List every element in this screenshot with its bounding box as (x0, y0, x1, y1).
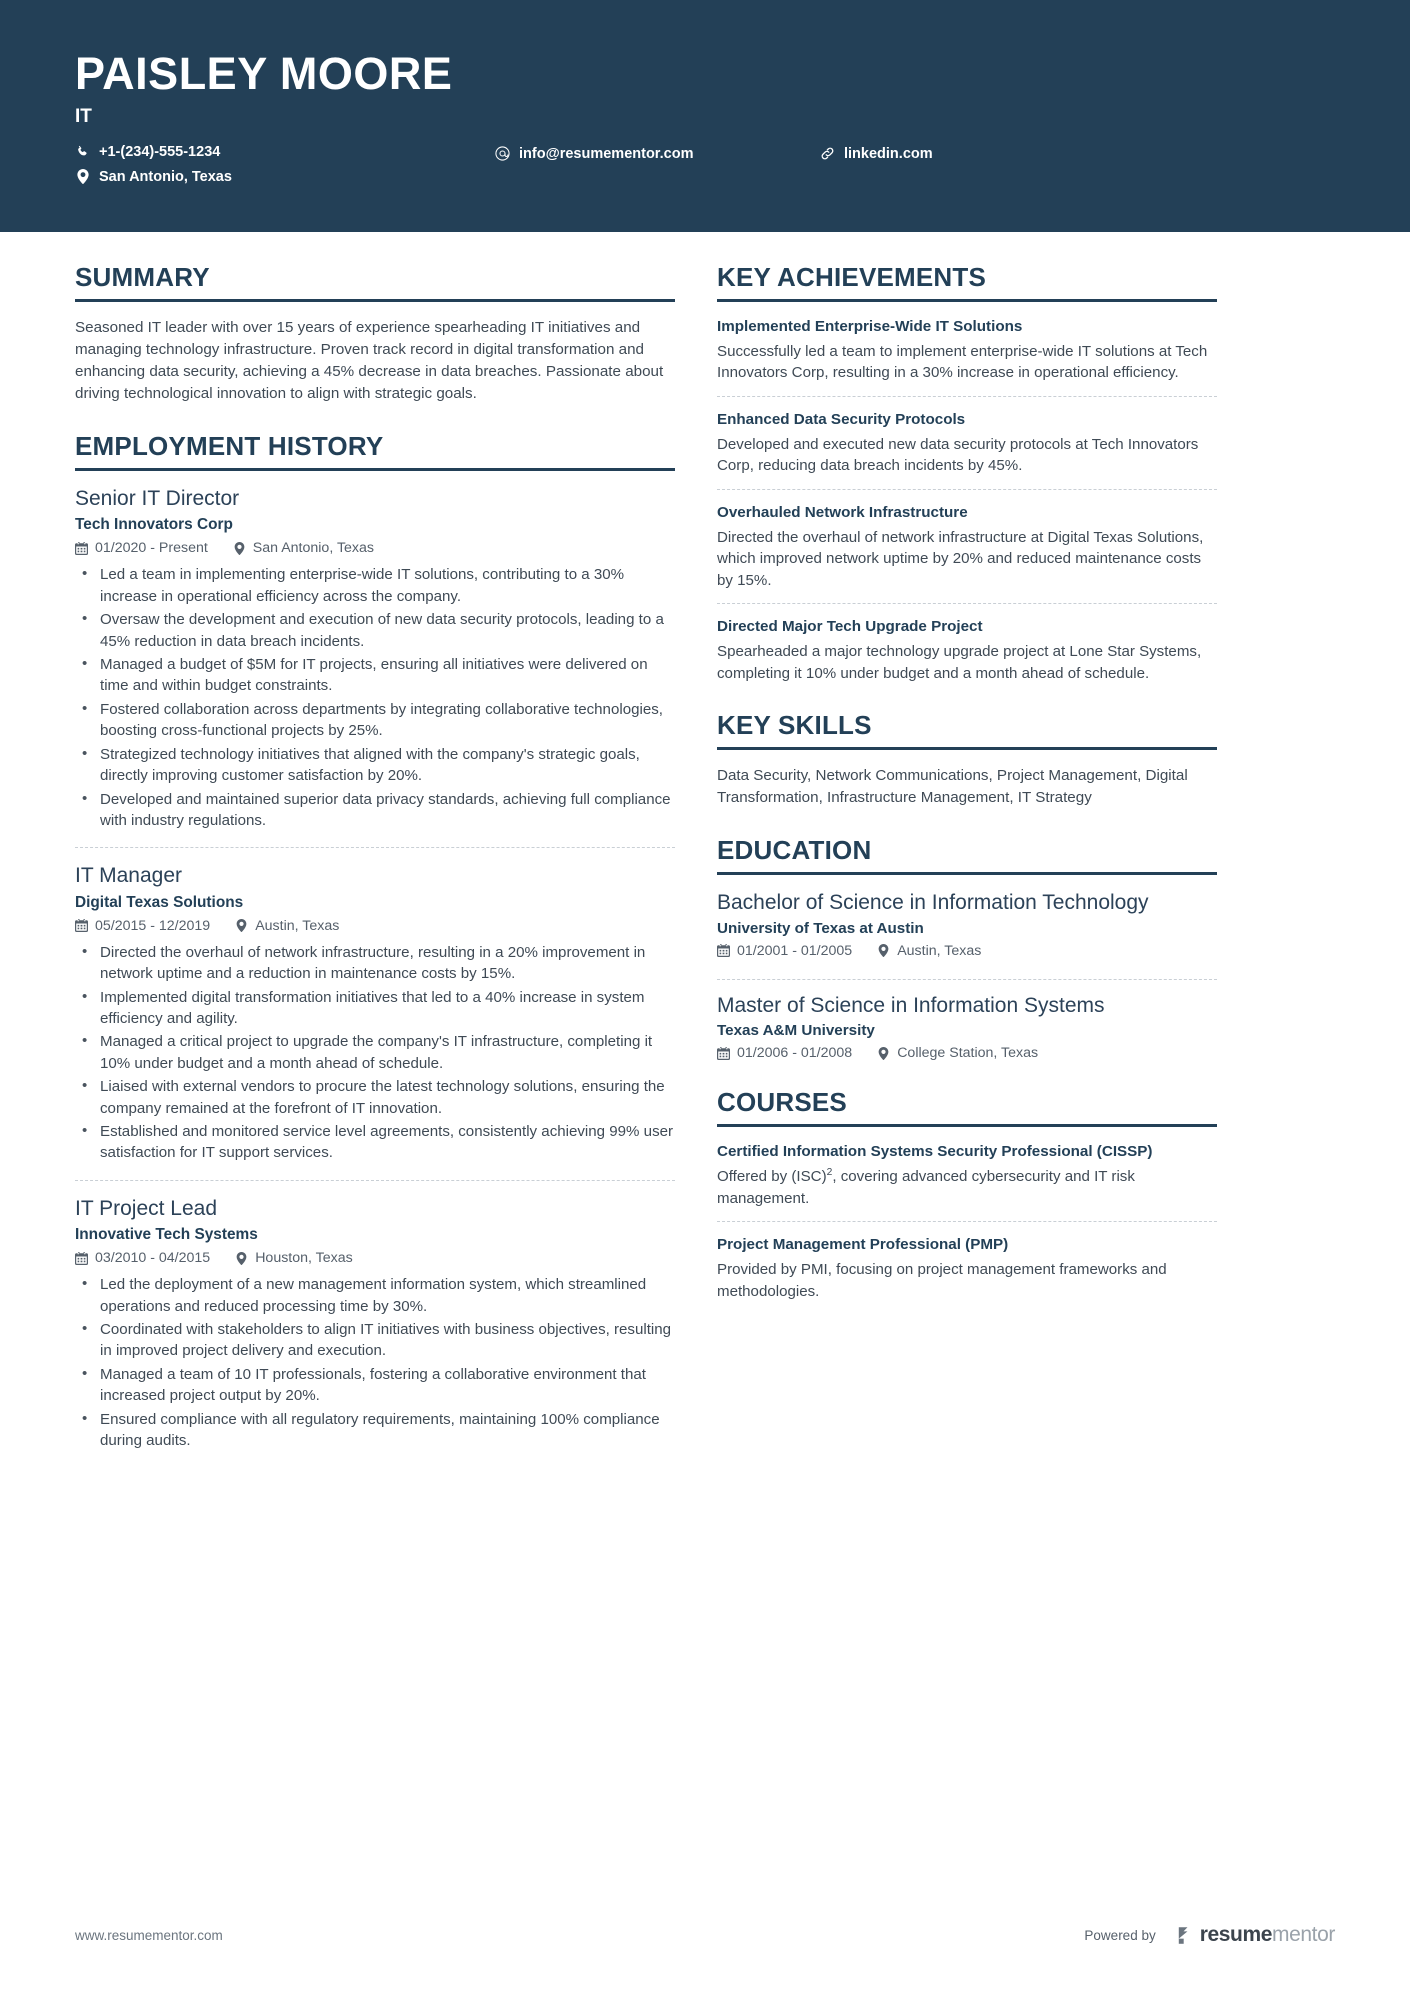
achievement-desc: Developed and executed new data security protocols at Tech Innovators Corp, reducing data breach incidents by 45%. (717, 435, 1199, 475)
job-location-text: San Antonio, Texas (252, 540, 375, 557)
job-location (233, 540, 374, 556)
job-bullets (75, 942, 675, 1164)
job-bullet: • Liaised with external vendors to procure the latest technology solutions, ensuring the company remained at the forefront of IT innovation. (75, 1076, 675, 1119)
resume-header (0, 0, 1410, 232)
job-dates-text: 01/2020 - Present (95, 540, 208, 557)
job-location-text: Austin, Texas (255, 917, 340, 934)
resume-footer (0, 1923, 1410, 1995)
job-bullet: • Established and monitored service level agreements, consistently achieving 99% user satisfaction for IT support services. (75, 1121, 675, 1164)
section-skills (717, 710, 1217, 809)
calendar-icon (717, 944, 730, 957)
resumementor-mark-icon (1178, 1928, 1193, 1943)
job-meta (75, 918, 675, 934)
job-dates (75, 918, 210, 934)
map-pin-icon (75, 169, 90, 184)
job-location-text: Houston, Texas (255, 1250, 353, 1267)
job-entry (75, 1196, 675, 1452)
job-bullet: • Coordinated with stakeholders to align IT initiatives with business objectives, resulting in improved project delivery and execution. (75, 1319, 675, 1362)
achievement-item (717, 317, 1217, 397)
job-company: Innovative Tech Systems (75, 1226, 258, 1244)
map-pin-icon (235, 1252, 248, 1265)
job-bullets (75, 1274, 675, 1451)
achievement-desc: Spearheaded a major technology upgrade project at Lone Star Systems, completing it 10% under budget and a month ahead of schedule. (717, 643, 1202, 682)
map-pin-icon (877, 944, 890, 957)
job-bullet: • Developed and maintained superior data privacy standards, achieving full compliance with industry regulations. (75, 789, 675, 832)
education-location-text: College Station, Texas (897, 1045, 1039, 1062)
job-bullet: • Fostered collaboration across departments by integrating collaborative technologies, boosting cross-functional projects by 25%. (75, 699, 675, 742)
section-achievements (717, 262, 1217, 684)
candidate-name: PAISLEY MOORE (75, 48, 453, 99)
course-desc-pre: Provided by PMI, focusing on project management frameworks and methodologies. (717, 1261, 1167, 1300)
course-desc-pre: Offered by (ISC) (717, 1168, 827, 1186)
education-dates-text: 01/2006 - 01/2008 (737, 1045, 853, 1062)
job-dates-text: 05/2015 - 12/2019 (95, 917, 211, 934)
employment-heading: EMPLOYMENT HISTORY (75, 431, 675, 471)
job-bullet: • Directed the overhaul of network infrastructure, resulting in a 20% improvement in network uptime and a reduction in maintenance costs by 15%. (75, 942, 675, 985)
course-desc (717, 1166, 1217, 1209)
resume-body (0, 232, 1410, 1478)
education-meta (717, 943, 1217, 959)
resumementor-logo (1178, 1923, 1335, 1947)
right-column (717, 232, 1217, 1478)
job-bullet: • Led a team in implementing enterprise-wide IT solutions, contributing to a 30% increase in operational efficiency across the company. (75, 564, 675, 607)
job-location (235, 1250, 353, 1266)
candidate-job-title: IT (75, 106, 92, 128)
achievement-item (717, 617, 1217, 684)
contact-group-left (75, 144, 232, 194)
education-meta (717, 1045, 1217, 1061)
section-employment (75, 431, 675, 1451)
skills-text: Data Security, Network Communications, Project Management, Digital Transformation, Infrastructure Management, IT Strategy (717, 767, 1188, 807)
map-pin-icon (877, 1047, 890, 1060)
achievement-title: Enhanced Data Security Protocols (717, 410, 966, 428)
course-item (717, 1235, 1217, 1302)
job-bullet: • Managed a team of 10 IT professionals, fostering a collaborative environment that increased project output by 20%. (75, 1364, 675, 1407)
achievement-title: Overhauled Network Infrastructure (717, 503, 968, 521)
job-location (235, 918, 339, 934)
job-bullet: • Led the deployment of a new management information system, which streamlined operations and reduced processing time by 30%. (75, 1274, 675, 1317)
course-desc-superscript: 2 (826, 1167, 833, 1179)
education-heading: EDUCATION (717, 835, 1217, 875)
contact-location (75, 169, 232, 184)
footer-url[interactable]: www.resumementor.com (75, 1927, 223, 1943)
contact-group-right (820, 146, 933, 171)
course-desc (717, 1259, 1217, 1302)
achievements-heading: KEY ACHIEVEMENTS (717, 262, 1217, 302)
education-item (717, 890, 1217, 980)
job-title: IT Manager (75, 864, 182, 888)
contact-phone-text: +1-(234)-555-1234 (99, 143, 221, 160)
job-bullet: • Managed a budget of $5M for IT projects, ensuring all initiatives were delivered on time and within budget constraints. (75, 654, 675, 697)
job-bullet: • Oversaw the development and execution of new data security protocols, leading to a 45% reduction in data breach incidents. (75, 609, 675, 652)
left-column (75, 232, 675, 1478)
job-entry (75, 486, 675, 848)
calendar-icon (75, 542, 88, 555)
job-bullets (75, 564, 675, 831)
contact-email[interactable] (495, 146, 693, 161)
job-company: Digital Texas Solutions (75, 893, 244, 911)
job-company: Tech Innovators Corp (75, 516, 233, 534)
education-location (877, 943, 981, 959)
brand-light: mentor (1272, 1923, 1335, 1946)
contact-phone[interactable] (75, 144, 232, 159)
job-dates (75, 540, 208, 556)
education-dates (717, 943, 852, 959)
calendar-icon (75, 1252, 88, 1265)
summary-text: Seasoned IT leader with over 15 years of experience spearheading IT initiatives and managing technology infrastructure. Proven track record in digital transformation and enhancing data security, achieving a 45% decrease in data breaches. Passionate about driving technological innovation to align with strategic goals. (75, 319, 664, 403)
link-icon (820, 146, 835, 161)
job-title: IT Project Lead (75, 1196, 218, 1220)
course-desc-post: , covering advanced cybersecurity and IT risk management. (717, 1168, 1135, 1207)
contact-link[interactable] (820, 146, 933, 161)
job-bullet: • Managed a critical project to upgrade the company's IT infrastructure, completing it 10% under budget and a month ahead of schedule. (75, 1031, 675, 1074)
education-dates (717, 1045, 852, 1061)
summary-heading: SUMMARY (75, 262, 675, 302)
job-dates (75, 1250, 210, 1266)
achievement-item (717, 503, 1217, 604)
map-pin-icon (235, 919, 248, 932)
powered-by-label: Powered by (1084, 1927, 1156, 1943)
courses-heading: COURSES (717, 1087, 1217, 1127)
brand-bold: resume (1199, 1923, 1273, 1946)
education-degree: Master of Science in Information Systems (717, 993, 1105, 1017)
job-bullet: • Strategized technology initiatives that aligned with the company's strategic goals, directly improving customer satisfaction by 20%. (75, 744, 675, 787)
achievement-desc: Directed the overhaul of network infrastructure at Digital Texas Solutions, which improved network uptime by 20% and reduced maintenance costs by 15%. (717, 528, 1204, 589)
course-item (717, 1142, 1217, 1222)
contact-group-middle (495, 146, 693, 171)
education-location-text: Austin, Texas (897, 942, 982, 959)
phone-icon (75, 144, 90, 159)
education-school: University of Texas at Austin (717, 919, 924, 937)
achievement-title: Directed Major Tech Upgrade Project (717, 618, 983, 636)
job-meta (75, 1250, 675, 1266)
job-title: Senior IT Director (75, 487, 240, 511)
calendar-icon (75, 919, 88, 932)
contact-row (75, 144, 1335, 200)
job-dates-text: 03/2010 - 04/2015 (95, 1250, 211, 1267)
contact-link-text: linkedin.com (844, 145, 933, 162)
course-title: Project Management Professional (PMP) (717, 1236, 1009, 1254)
achievement-desc: Successfully led a team to implement enterprise-wide IT solutions at Tech Innovators Corp, resulting in a 30% increase in operational efficiency. (717, 343, 1208, 382)
job-bullet: • Implemented digital transformation initiatives that led to a 40% increase in system efficiency and agility. (75, 987, 675, 1030)
section-courses (717, 1087, 1217, 1302)
resumementor-wordmark (1200, 1923, 1335, 1947)
achievement-item (717, 410, 1217, 490)
calendar-icon (717, 1047, 730, 1060)
map-pin-icon (233, 542, 246, 555)
section-summary (75, 262, 675, 405)
section-education (717, 835, 1217, 1061)
course-title: Certified Information Systems Security Professional (CISSP) (717, 1143, 1153, 1161)
job-bullet: • Ensured compliance with all regulatory requirements, maintaining 100% compliance during audits. (75, 1409, 675, 1452)
at-icon (495, 146, 510, 161)
footer-brand-group (1084, 1923, 1335, 1947)
education-item (717, 993, 1217, 1062)
education-school: Texas A&M University (717, 1022, 875, 1040)
skills-heading: KEY SKILLS (717, 710, 1217, 750)
job-meta (75, 540, 675, 556)
education-location (877, 1045, 1038, 1061)
education-degree: Bachelor of Science in Information Technology (717, 891, 1149, 915)
job-entry (75, 863, 675, 1180)
achievement-title: Implemented Enterprise-Wide IT Solutions (717, 318, 1023, 335)
contact-location-text: San Antonio, Texas (99, 168, 232, 185)
education-dates-text: 01/2001 - 01/2005 (737, 942, 853, 959)
contact-email-text: info@resumementor.com (519, 145, 694, 162)
